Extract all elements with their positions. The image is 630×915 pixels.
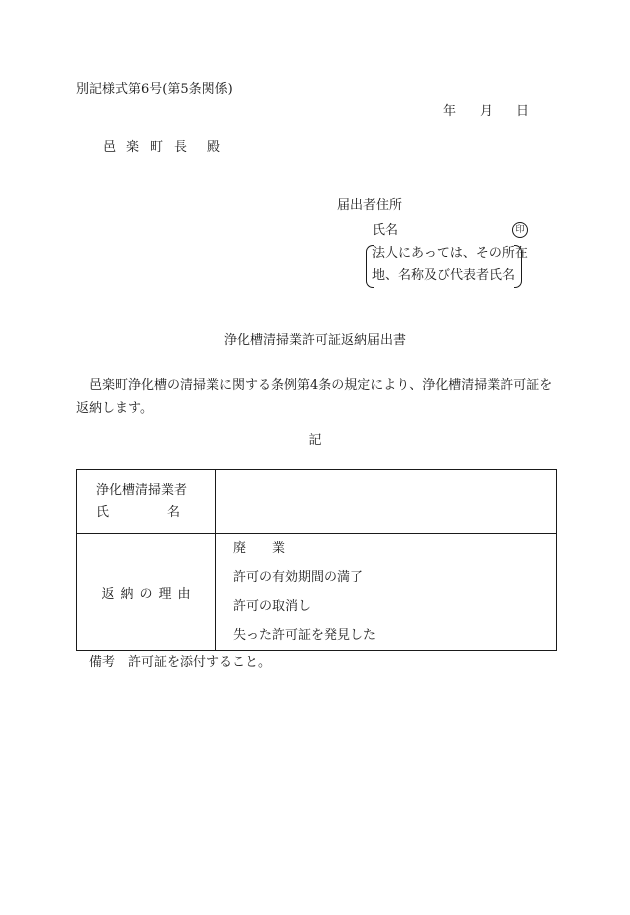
addressee — [103, 140, 220, 156]
return-form-table — [76, 469, 557, 651]
date-month-label: 月 — [480, 104, 494, 119]
reason-options-cell — [216, 534, 557, 651]
reason-option[interactable]: 廃 業 — [233, 541, 286, 556]
applicant-label-char: 名 — [166, 504, 180, 520]
document-title: 浄化槽清掃業許可証返納届出書 — [223, 333, 406, 348]
date-year-label: 年 — [443, 104, 457, 119]
reason-label-char: 返 — [101, 586, 115, 602]
reason-label-char: 理 — [158, 586, 172, 602]
addressee-char: 楽 — [126, 140, 140, 155]
reason-label-cell — [77, 534, 216, 651]
ki-heading: 記 — [308, 433, 322, 448]
applicant-address-label: 届出者住所 — [337, 198, 403, 213]
reason-option[interactable]: 失った許可証を発見した — [233, 628, 377, 643]
applicant-label-char: 氏 — [96, 504, 110, 520]
corporate-note-line1: 法人にあっては、その所在 — [372, 246, 528, 261]
applicant-value-cell[interactable] — [216, 470, 557, 534]
applicant-label-line1: 浄化槽清掃業者 — [96, 482, 188, 498]
reason-label-char: 由 — [177, 586, 191, 602]
remarks-note: 備考 許可証を添付すること。 — [89, 655, 272, 670]
applicant-name-label: 氏名 — [372, 223, 399, 238]
reason-option[interactable]: 許可の取消し — [233, 599, 312, 614]
form-number: 別記様式第6号(第5条関係) — [76, 82, 233, 97]
date-day-label: 日 — [516, 104, 530, 119]
reason-option[interactable]: 許可の有効期間の満了 — [233, 570, 364, 585]
body-text: 邑楽町浄化槽の清掃業に関する条例第4条の規定により、浄化槽清掃業許可証を返納します。 — [76, 378, 553, 416]
reason-label-char: の — [139, 586, 153, 602]
addressee-char: 町 — [150, 140, 164, 155]
applicant-label-cell — [77, 470, 216, 534]
addressee-honorific: 殿 — [207, 140, 221, 155]
table-row — [77, 534, 557, 651]
applicant-label-line2 — [96, 502, 180, 524]
table-row — [77, 470, 557, 534]
corporate-note-line2: 地、名称及び代表者氏名 — [372, 268, 516, 283]
addressee-char: 長 — [174, 140, 188, 155]
reason-label-char: 納 — [120, 586, 134, 602]
seal-mark: 印 — [512, 222, 528, 238]
addressee-char: 邑 — [103, 140, 117, 155]
